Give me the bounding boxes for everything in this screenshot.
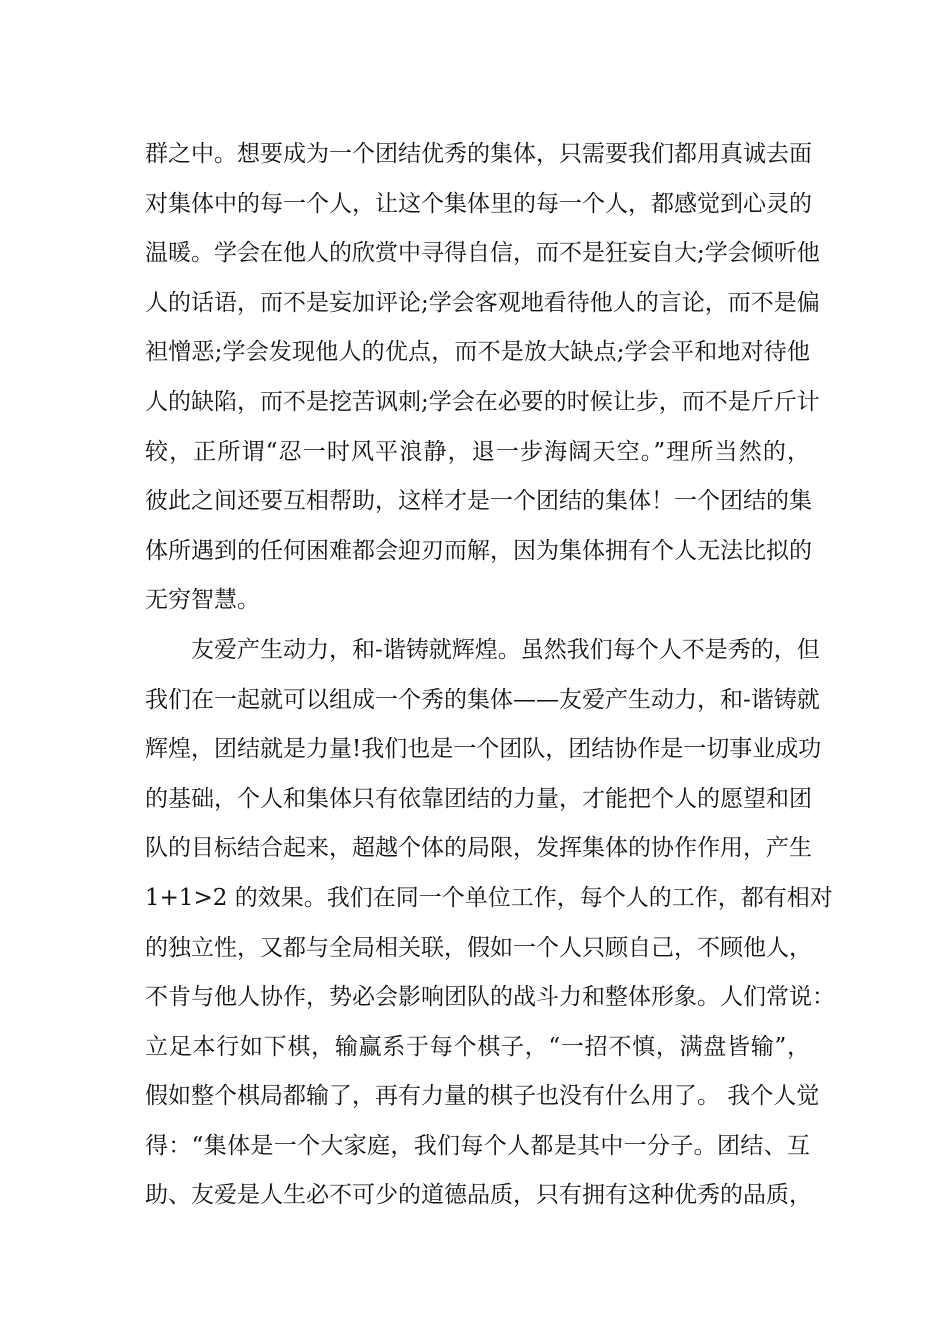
text-line: 立足本行如下棋，输赢系于每个棋子，“一招不慎，满盘皆输”， [145, 1033, 810, 1060]
text-line: 对集体中的每一个人，让这个集体里的每一个人，都感觉到心灵的 [145, 190, 812, 217]
text-line: 辉煌，团结就是力量!我们也是一个团队，团结协作是一切事业成功 [145, 736, 822, 763]
text-line: 假如整个棋局都输了，再有力量的棋子也没有什么用了。 我个人觉 [145, 1083, 820, 1110]
text-line: 队的目标结合起来，超越个体的局限，发挥集体的协作作用，产生 [145, 835, 812, 862]
text-line: 的基础，个人和集体只有依靠团结的力量，才能把个人的愿望和团 [145, 785, 812, 812]
text-line: 无穷智慧。 [145, 587, 260, 614]
text-line: 的独立性，又都与全局相关联，假如一个人只顾自己，不顾他人， [145, 934, 812, 961]
text-line: 助、友爱是人生必不可少的道德品质，只有拥有这种优秀的品质， [145, 1182, 812, 1209]
text-line: 1+1>2 的效果。我们在同一个单位工作，每个人的工作，都有相对 [145, 884, 833, 911]
text-line: 袒憎恶;学会发现他人的优点，而不是放大缺点;学会平和地对待他 [145, 339, 810, 366]
text-line: 彼此之间还要互相帮助，这样才是一个团结的集体！一个团结的集 [145, 488, 812, 515]
text-line: 体所遇到的任何困难都会迎刃而解，因为集体拥有个人无法比拟的 [145, 537, 812, 564]
body-text [145, 130, 835, 1221]
text-line: 我们在一起就可以组成一个秀的集体——友爱产生动力，和-谐铸就 [145, 686, 820, 713]
text-line: 人的缺陷，而不是挖苦讽刺;学会在必要的时候让步，而不是斤斤计 [145, 388, 820, 415]
paragraph-first-line: 友爱产生动力，和-谐铸就辉煌。虽然我们每个人不是秀的，但 [191, 636, 820, 663]
text-line: 得：“集体是一个大家庭，我们每个人都是其中一分子。团结、互 [145, 1132, 810, 1159]
text-line: 温暖。学会在他人的欣赏中寻得自信，而不是狂妄自大;学会倾听他 [145, 240, 820, 267]
text-line: 人的话语，而不是妄加评论;学会客观地看待他人的言论，而不是偏 [145, 289, 820, 316]
text-line: 不肯与他人协作，势必会影响团队的战斗力和整体形象。人们常说： [145, 984, 835, 1011]
text-line: 较，正所谓“忍一时风平浪静，退一步海阔天空。”理所当然的， [145, 438, 810, 465]
text-line: 群之中。想要成为一个团结优秀的集体，只需要我们都用真诚去面 [145, 141, 812, 167]
